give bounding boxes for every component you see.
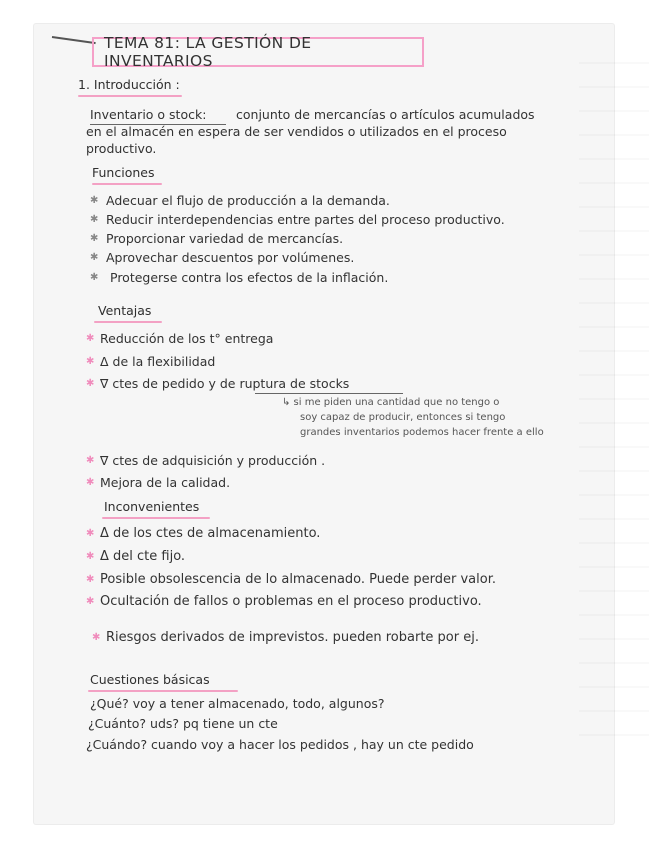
ventajas-underline xyxy=(94,321,162,323)
page-title: TEMA 81: LA GESTIÓN DE INVENTARIOS xyxy=(104,34,312,70)
ventajas-item-5: Mejora de la calidad. xyxy=(100,475,231,490)
inconvenientes-underline xyxy=(102,517,210,519)
funciones-bullet-1: ✱ xyxy=(90,195,99,206)
inconvenientes-bullet-3: ✱ xyxy=(86,574,95,585)
ventajas-item-4: ∇ ctes de adquisición y producción . xyxy=(100,453,326,468)
funciones-item-3: Proporcionar variedad de mercancías. xyxy=(106,231,344,246)
ventajas-item-1: Reducción de los t° entrega xyxy=(100,331,274,346)
cuestiones-line-1: ¿Qué? voy a tener almacenado, todo, algunos? xyxy=(90,696,385,711)
cuestiones-line-3: ¿Cuándo? cuando voy a hacer los pedidos , hay un cte pedido xyxy=(86,737,474,752)
cuestiones-underline xyxy=(88,690,238,692)
definition-term: Inventario o stock: xyxy=(90,107,207,122)
ventajas-bullet-3: ✱ xyxy=(86,378,95,389)
inconvenientes-bullet-5: ✱ xyxy=(92,632,101,643)
funciones-bullet-5: ✱ xyxy=(90,272,99,283)
funciones-item-4: Aprovechar descuentos por volúmenes. xyxy=(106,250,355,265)
inconvenientes-bullet-1: ✱ xyxy=(86,528,95,539)
ventajas-item-2: Δ de la flexibilidad xyxy=(100,354,216,369)
definition-line-3: productivo. xyxy=(86,141,157,156)
funciones-bullet-2: ✱ xyxy=(90,214,99,225)
inconvenientes-bullet-2: ✱ xyxy=(86,551,95,562)
inconvenientes-item-4: Ocultación de fallos o problemas en el proceso productivo. xyxy=(100,594,482,609)
title-box xyxy=(92,34,424,70)
bleed-through-lines xyxy=(579,40,649,740)
inconvenientes-item-2: Δ del cte fijo. xyxy=(100,549,186,564)
inconvenientes-item-3: Posible obsolescencia de lo almacenado. Puede perder valor. xyxy=(100,572,496,587)
inconvenientes-bullet-4: ✱ xyxy=(86,596,95,607)
funciones-underline xyxy=(92,183,162,185)
ventajas-heading: Ventajas xyxy=(98,303,152,318)
ventajas-bullet-1: ✱ xyxy=(86,333,95,344)
inconvenientes-heading: Inconvenientes xyxy=(104,499,200,514)
ventajas-item-3-underline xyxy=(255,393,403,394)
funciones-bullet-4: ✱ xyxy=(90,252,99,263)
ventajas-bullet-5: ✱ xyxy=(86,477,95,488)
ventajas-note-line-3: grandes inventarios podemos hacer frente a ello xyxy=(300,427,544,438)
ventajas-item-3: ∇ ctes de pedido y de ruptura de stocks xyxy=(100,376,350,391)
funciones-bullet-3: ✱ xyxy=(90,233,99,244)
ventajas-note-line-1: ↳ si me piden una cantidad que no tengo o xyxy=(282,397,500,408)
definition-line-1: conjunto de mercancías o artículos acumulados xyxy=(236,107,535,122)
intro-underline xyxy=(78,95,182,97)
inconvenientes-item-1: Δ de los ctes de almacenamiento. xyxy=(100,526,321,541)
cuestiones-heading: Cuestiones básicas xyxy=(90,672,210,687)
funciones-item-5: Protegerse contra los efectos de la inflación. xyxy=(110,270,389,285)
cuestiones-line-2: ¿Cuánto? uds? pq tiene un cte xyxy=(88,716,278,731)
inconvenientes-item-5: Riesgos derivados de imprevistos. pueden robarte por ej. xyxy=(106,630,479,645)
definition-line-2: en el almacén en espera de ser vendidos o utilizados en el proceso xyxy=(86,124,507,139)
intro-heading: 1. Introducción : xyxy=(78,77,180,92)
funciones-heading: Funciones xyxy=(92,165,155,180)
funciones-item-1: Adecuar el flujo de producción a la demanda. xyxy=(106,193,390,208)
ventajas-bullet-4: ✱ xyxy=(86,455,95,466)
ventajas-bullet-2: ✱ xyxy=(86,356,95,367)
funciones-item-2: Reducir interdependencias entre partes del proceso productivo. xyxy=(106,212,505,227)
ventajas-note-line-2: soy capaz de producir, entonces si tengo xyxy=(300,412,506,423)
